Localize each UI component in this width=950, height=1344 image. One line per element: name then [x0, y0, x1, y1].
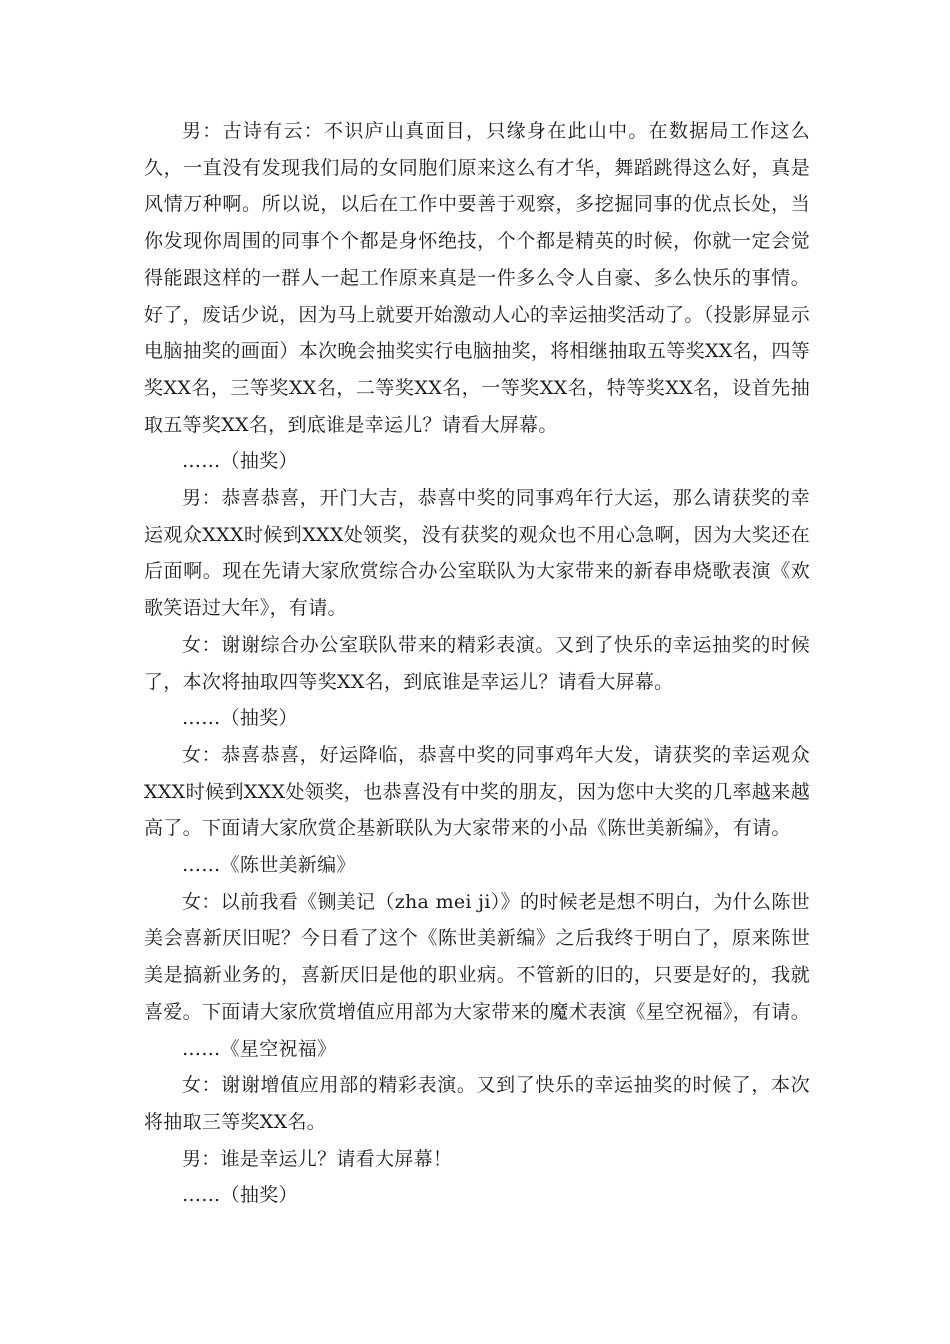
paragraph-host-female-skit-comment: 女：以前我看《铡美记（zha mei ji）》的时候老是想不明白，为什么陈世美会喜新厌旧呢？今日看了这个《陈世美新编》之后我终于明白了，原来陈世美是搞新业务的，喜新厌旧是他的职业病。不管新的旧的，只要是好的，我就喜爱。下面请大家欣赏增值应用部为大家带来的魔术表演《星空祝福》，有请。	[144, 890, 811, 1023]
paragraph-lottery-3: ……（抽奖）	[182, 1184, 298, 1207]
paragraph-skit-title: ……《陈世美新编》	[182, 854, 356, 877]
paragraph-host-male-congrats: 男：恭喜恭喜，开门大吉，恭喜中奖的同事鸡年行大运，那么请获奖的幸运观众XXX时候到XXX处领奖，没有获奖的观众也不用心急啊，因为大奖还在后面啊。现在先请大家欣赏综合办公室联队为大家带来的新春串烧歌表演《欢歌笑语过大年》，有请。	[144, 487, 810, 620]
document-body	[144, 113, 810, 1214]
paragraph-host-female-congrats: 女：恭喜恭喜，好运降临，恭喜中奖的同事鸡年大发，请获奖的幸运观众XXX时候到XXX处领奖，也恭喜没有中奖的朋友，因为您中大奖的几率越来越高了。下面请大家欣赏企基新联队为大家带来的小品《陈世美新编》，有请。	[144, 743, 810, 840]
paragraph-magic-title: ……《星空祝福》	[182, 1037, 337, 1060]
paragraph-lottery-2: ……（抽奖）	[182, 707, 298, 730]
paragraph-host-female-thanks-2: 女：谢谢增值应用部的精彩表演。又到了快乐的幸运抽奖的时候了，本次将抽取三等奖XX名。	[144, 1074, 810, 1133]
paragraph-lottery-1: ……（抽奖）	[182, 450, 298, 473]
paragraph-host-male-lottery-call: 男：谁是幸运儿？请看大屏幕！	[182, 1147, 453, 1170]
paragraph-host-female-thanks: 女：谢谢综合办公室联队带来的精彩表演。又到了快乐的幸运抽奖的时候了，本次将抽取四等奖XX名，到底谁是幸运儿？请看大屏幕。	[144, 633, 810, 693]
paragraph-host-male-intro: 男：古诗有云：不识庐山真面目，只缘身在此山中。在数据局工作这么久，一直没有发现我们局的女同胞们原来这么有才华，舞蹈跳得这么好，真是风情万种啊。所以说，以后在工作中要善于观察，多挖掘同事的优点长处，当你发现你周围的同事个个都是身怀绝技，个个都是精英的时候，你就一定会觉得能跟这样的一群人一起工作原来真是一件多么令人自豪、多么快乐的事情。好了，废话少说，因为马上就要开始激动人心的幸运抽奖活动了。（投影屏显示电脑抽奖的画面）本次晚会抽奖实行电脑抽奖，将相继抽取五等奖XX名，四等奖XX名，三等奖XX名，二等奖XX名，一等奖XX名，特等奖XX名，设首先抽取五等奖XX名，到底谁是幸运儿？请看大屏幕。	[144, 120, 811, 436]
